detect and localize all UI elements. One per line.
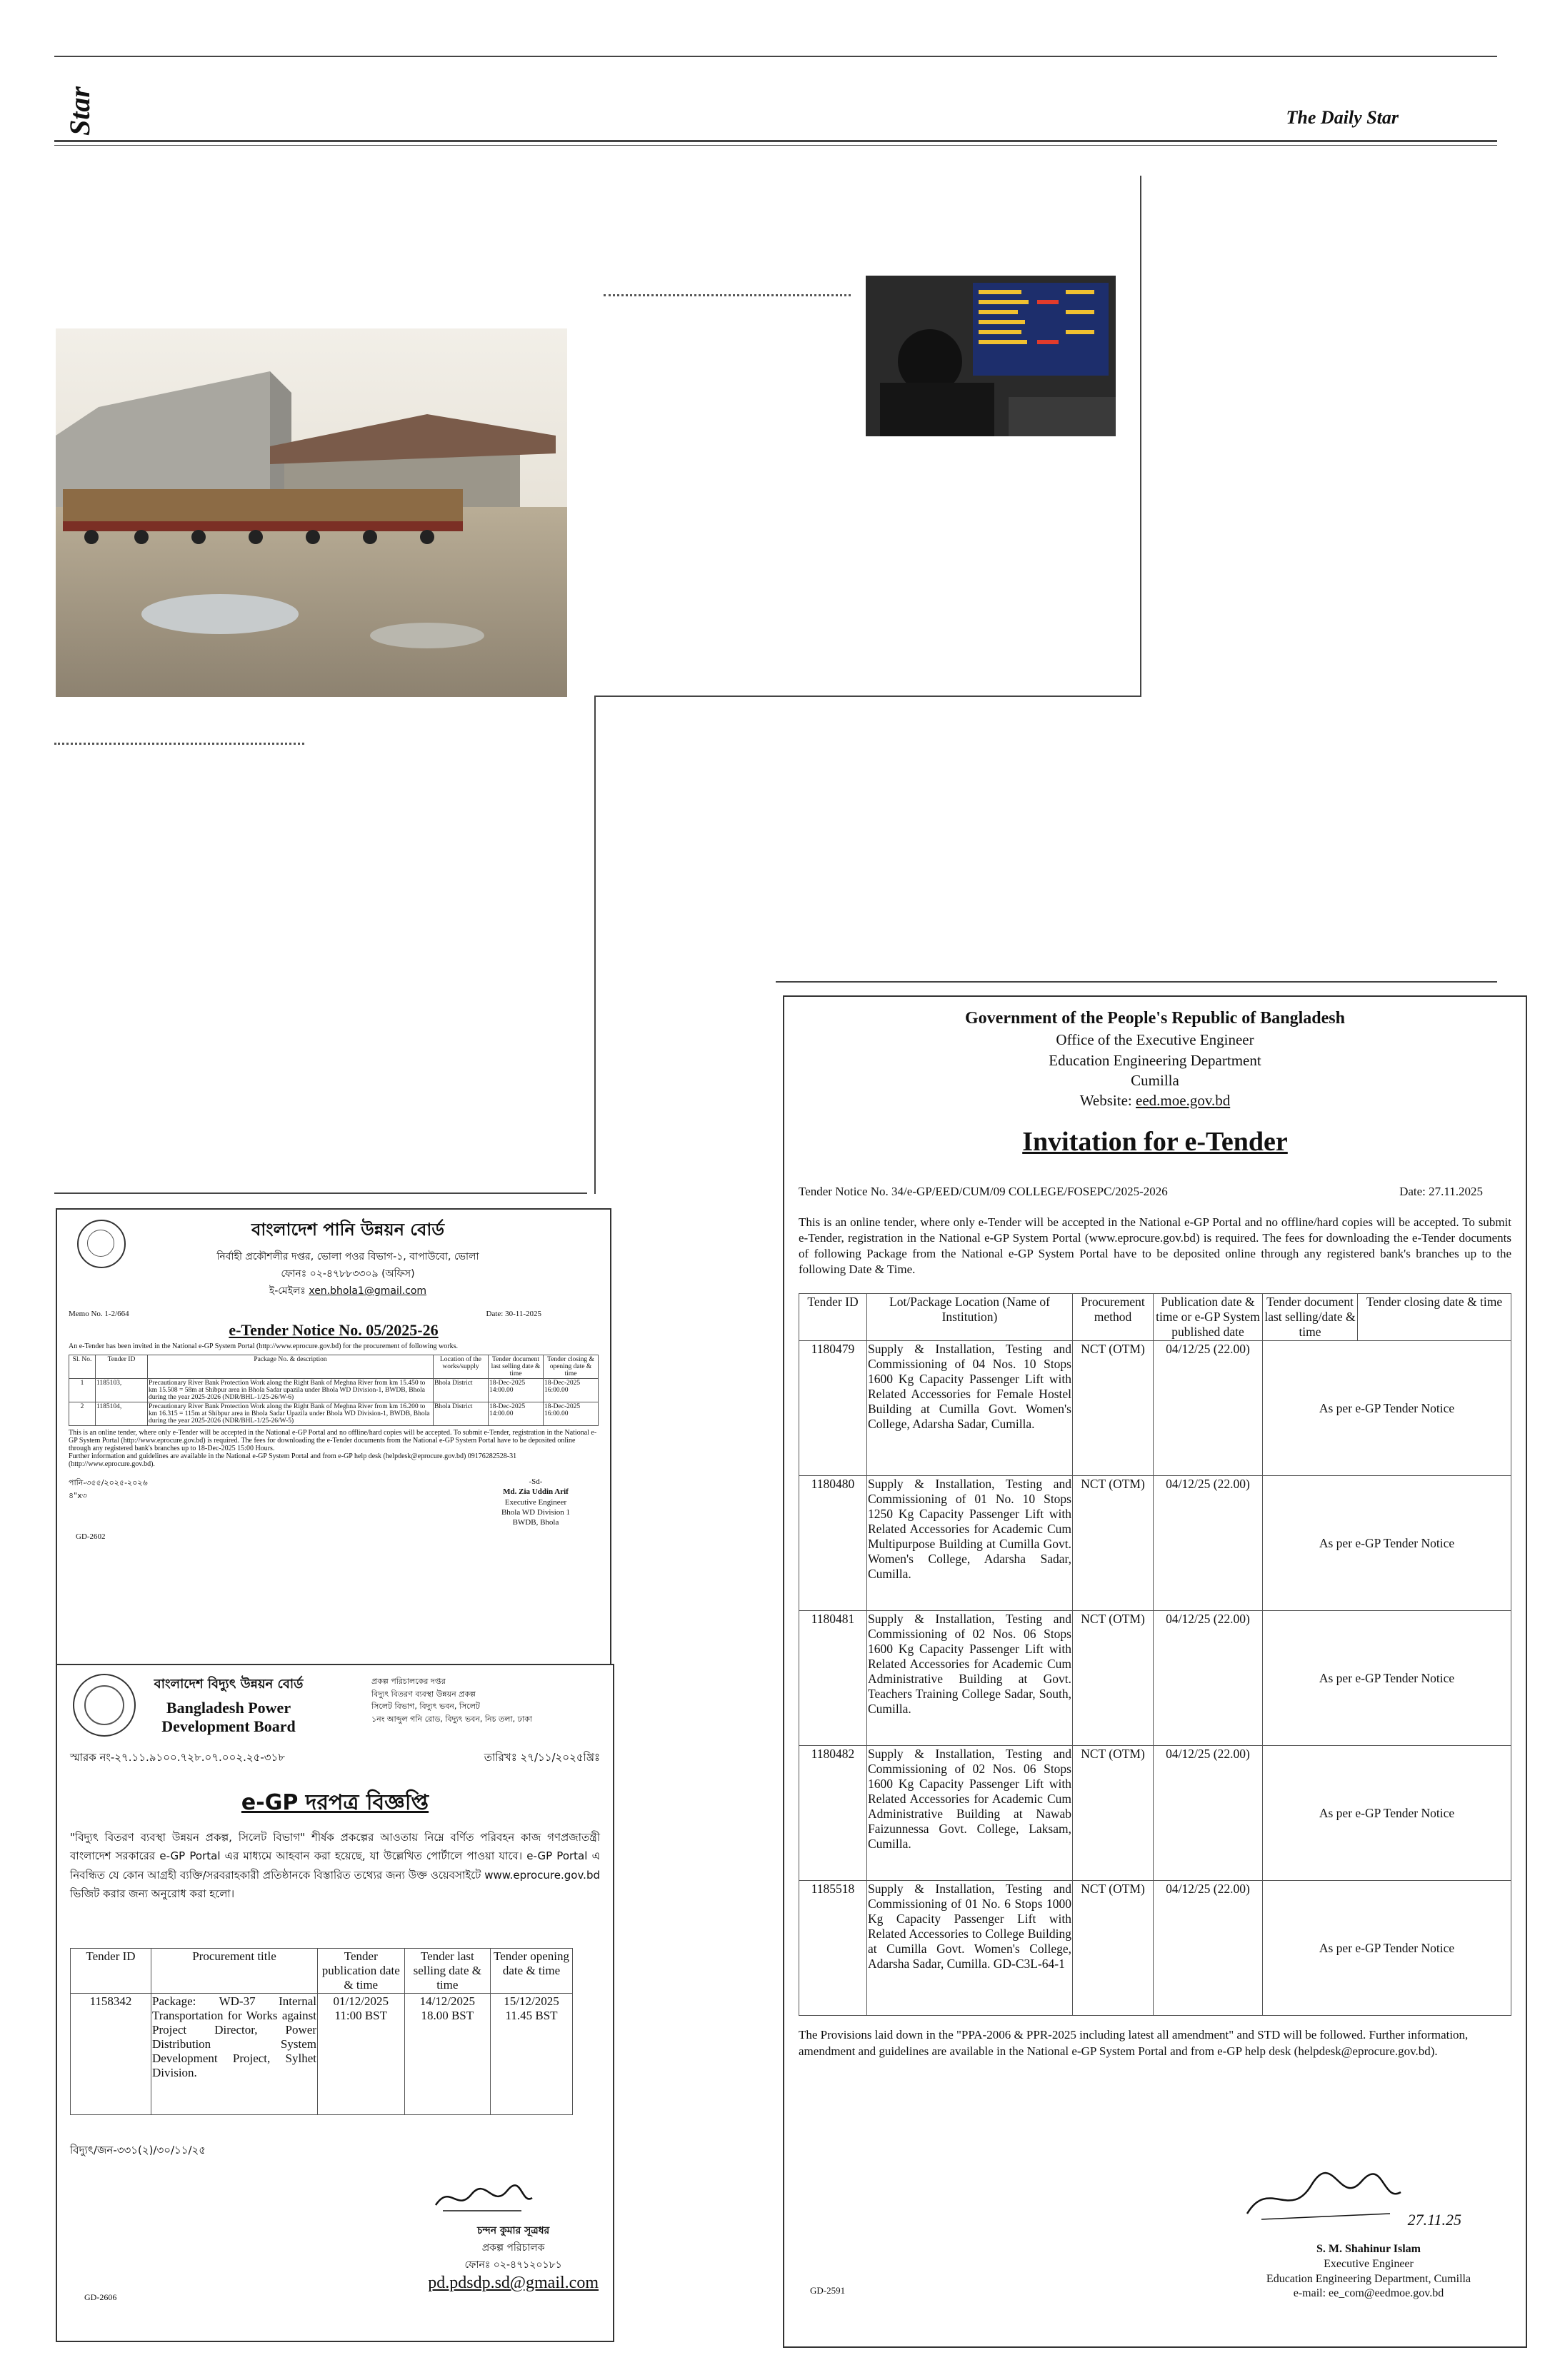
cell: 1180481 (799, 1611, 867, 1746)
eed-footer-note: The Provisions laid down in the "PPA-2006 & PPR-2025 including latest all amendment" and STD will be followed. Further information, amendment and guidelines are available in the National e-GP System Portal and from e-GP help desk (helpdesk@eprocure.gov.bd). (799, 2028, 1469, 2058)
bpdb-sig-title: প্রকল্প পরিচালক (481, 2242, 545, 2254)
cell: 14/12/2025 18.00 BST (404, 1994, 491, 2115)
feature-frame-right (1140, 176, 1141, 696)
cell: 18-Dec-2025 14:00.00 (489, 1402, 544, 1426)
bpdb-memo: স্মারক নং-২৭.১১.৯১০০.৭২৮.০৭.০০২.২৫-৩১৮ (70, 1751, 285, 1764)
eed-gd-number: GD-2591 (810, 2285, 846, 2296)
cell: NCT (OTM) (1073, 1611, 1154, 1746)
table-row (799, 1746, 1511, 1881)
cell: Precautionary River Bank Protection Work along the Right Bank of Meghna River from km 15.450 to km 15.508 = 58m at Shibpur area in Bhola Sadar upazila under Bhola WD Division-1, BWDB, Bhola during the year 2025-2026 (NDR/BHL-1/25-26/W-6) (148, 1379, 434, 1402)
cell: Bhola District (434, 1379, 489, 1402)
table-row (799, 1476, 1511, 1611)
column-separator-left (54, 743, 304, 745)
table-row (71, 1994, 573, 2115)
bwdb-intro: An e-Tender has been invited in the National e-GP System Portal (http://www.eprocure.gov.bd) for the procurement of following works. (69, 1342, 458, 1350)
cell: NCT (OTM) (1073, 1476, 1154, 1611)
cell: Supply & Installation, Testing and Commissioning of 02 Nos. 06 Stops 1600 Kg Capacity Passenger Lift with Related Accessories for Academic Cum Administrative Building at Govt. Teachers Training College Sadar, South, Cumilla. (867, 1611, 1073, 1746)
bwdb-sig-office: Bhola WD Division 1 (501, 1507, 570, 1517)
cell: 04/12/25 (22.00) (1154, 1476, 1263, 1611)
eed-signature (1240, 2164, 1404, 2228)
bwdb-logo (77, 1220, 126, 1268)
bwdb-sig-sd: -Sd- (529, 1477, 543, 1486)
bpdb-tender-ad (56, 1664, 614, 2342)
cell: As per e-GP Tender Notice (1263, 1341, 1511, 1476)
bwdb-note: This is an online tender, where only e-Tender will be accepted in the National e-GP Portal and no offline/hard copies will be accepted. To submit e-Tender, registration in the National e-GP System Portal (http://www.eprocure.gov.bd) is required. The fees for downloading the e-Tender documents from the National e-GP System Portal have to be deposited online through any registered bank's branches up to 18-Dec-2025 15:00 Hours. (69, 1429, 597, 1452)
eed-sig-email: e-mail: ee_com@eedmoe.gov.bd (1293, 2287, 1444, 2300)
bwdb-ref-size: ৪"x৩ (69, 1491, 87, 1500)
bpdb-date: তারিখঃ ২৭/১১/২০২৫খ্রিঃ (484, 1751, 600, 1764)
bwdb-col-closing: Tender closing & opening date & time (544, 1355, 599, 1379)
bwdb-col-sl: Sl. No. (69, 1355, 96, 1379)
flight-board-photo (866, 276, 1116, 436)
bpdb-col-title: Procurement title (151, 1949, 318, 1994)
table-row (69, 1402, 599, 1426)
cell: 15/12/2025 11.45 BST (491, 1994, 573, 2115)
bpdb-gd-number: GD-2606 (84, 2292, 117, 2302)
cell: 18-Dec-2025 16:00.00 (544, 1402, 599, 1426)
table-row (799, 1341, 1511, 1476)
cell: Precautionary River Bank Protection Work along the Right Bank of Meghna River from km 16.200 to km 16.315 = 115m at Shibpur area in Bhola Sadar Upazila under Bhola WD Division-1, BWDB, Bhola during the year 2025-2026 (NDR/BHL-1/25-26/W-5) (148, 1402, 434, 1426)
sugar-mill-photo (56, 328, 567, 697)
table-row (799, 1881, 1511, 2016)
eed-gov: Government of the People's Republic of Bangladesh (965, 1009, 1345, 1028)
eed-office: Office of the Executive Engineer (1056, 1031, 1254, 1049)
bwdb-sig-name: Md. Zia Uddin Arif (503, 1487, 569, 1497)
cell: Supply & Installation, Testing and Commissioning of 04 Nos. 10 Stops 1600 Kg Capacity Passenger Lift with Related Accessories for Female Hostel Building at Cumilla Govt. Women's College, Adarsha Sadar, Cumilla. (867, 1341, 1073, 1476)
cell: Package: WD-37 Internal Transportation for Works against Project Director, Power Distribution System Development Project, Sylhet Division. (151, 1994, 318, 2115)
eed-col-id: Tender ID (799, 1294, 867, 1341)
bpdb-office-4: ১নং আব্দুল গনি রোড, বিদ্যুৎ ভবন, নিচ তলা, ঢাকা (371, 1714, 532, 1724)
bwdb-email-label: ই-মেইলঃ (269, 1285, 306, 1297)
eed-intro: This is an online tender, where only e-Tender will be accepted in the National e-GP Portal and no offline/hard copies will be accepted. To submit e-Tender, registration in the National e-GP System Portal (www.eprocure.gov.bd) is required. The fees for downloading the e-Tender documents of following Package from the National e-GP System Portal have to be deposited online through any registered bank's branches up to the following Date & Time. (799, 1215, 1511, 1277)
cell: 1180482 (799, 1746, 867, 1881)
eed-sig-date: 27.11.25 (1407, 2211, 1461, 2229)
bwdb-col-selling: Tender document last selling date & time (489, 1355, 544, 1379)
cell: 1185103, (96, 1379, 148, 1402)
cell: NCT (OTM) (1073, 1746, 1154, 1881)
cell: NCT (OTM) (1073, 1881, 1154, 2016)
bwdb-sig-title: Executive Engineer (504, 1497, 567, 1507)
eed-dept: Education Engineering Department (1049, 1051, 1261, 1069)
bwdb-tender-ad (56, 1208, 611, 1668)
bwdb-phone: ফোনঃ ০২-৪৭৮৮৩৩০৯ (অফিস) (281, 1268, 415, 1280)
bpdb-logo (73, 1674, 136, 1737)
bwdb-col-location: Location of the works/supply (434, 1355, 489, 1379)
bwdb-org-name: বাংলাদেশ পানি উন্নয়ন বোর্ড (251, 1220, 445, 1240)
bpdb-col-open: Tender opening date & time (491, 1949, 573, 1994)
bwdb-col-package: Package No. & description (148, 1355, 434, 1379)
bpdb-org-bn: বাংলাদেশ বিদ্যুৎ উন্নয়ন বোর্ড (154, 1677, 304, 1692)
cell: 04/12/25 (22.00) (1154, 1341, 1263, 1476)
eed-website-link[interactable]: eed.moe.gov.bd (1136, 1092, 1231, 1110)
cell: 18-Dec-2025 16:00.00 (544, 1379, 599, 1402)
eed-tender-ad (783, 995, 1527, 2348)
cell: Supply & Installation, Testing and Commissioning of 01 No. 6 Stops 1000 Kg Capacity Passenger Lift with Related Accessories to College Building at Cumilla Govt. Women's College, Adarsha Sadar, Cumilla. GD-C3L-64-1 (867, 1881, 1073, 2016)
eed-sig-title: Executive Engineer (1324, 2257, 1414, 2270)
eed-website-label: Website: (1079, 1092, 1132, 1110)
right-column-top-rule (776, 981, 1497, 983)
cell: 1158342 (71, 1994, 151, 2115)
bwdb-office: নির্বাহী প্রকৌশলীর দপ্তর, ভোলা পওর বিভাগ-১, বাপাউবো, ভোলা (216, 1251, 479, 1262)
bpdb-col-sell: Tender last selling date & time (404, 1949, 491, 1994)
table-row (69, 1379, 599, 1402)
left-column-bottom-rule (54, 1192, 587, 1194)
cell: 1185104, (96, 1402, 148, 1426)
bwdb-gd-number: GD-2602 (76, 1532, 106, 1541)
bpdb-sig-name: চন্দন কুমার সূত্রধর (476, 2225, 550, 2236)
masthead-paper-name: The Daily Star (1286, 107, 1399, 128)
bpdb-col-id: Tender ID (71, 1949, 151, 1994)
cell: 04/12/25 (22.00) (1154, 1746, 1263, 1881)
bpdb-col-pub: Tender publication date & time (318, 1949, 405, 1994)
bwdb-tender-table (69, 1355, 599, 1426)
bpdb-email[interactable]: pd.pdsdp.sd@gmail.com (428, 2274, 599, 2292)
bwdb-memo: Memo No. 1-2/664 (69, 1310, 129, 1318)
cell: NCT (OTM) (1073, 1341, 1154, 1476)
eed-sig-name: S. M. Shahinur Islam (1316, 2243, 1421, 2255)
cell: Supply & Installation, Testing and Commissioning of 02 Nos. 06 Stops 1600 Kg Capacity Passenger Lift with Related Accessories for Academic Cum Administrative Building at Nawab Faizunnessa Govt. College, Laksam, Cumilla. (867, 1746, 1073, 1881)
cell: 01/12/2025 11:00 BST (318, 1994, 405, 2115)
bwdb-email[interactable]: xen.bhola1@gmail.com (309, 1285, 427, 1297)
cell: Supply & Installation, Testing and Commissioning of 01 No. 10 Stops 1250 Kg Capacity Passenger Lift with Related Accessories for Academic Cum Multipurpose Building at Cumilla Govt. Women's College, Adarsha Sadar, Cumilla. (867, 1476, 1073, 1611)
bpdb-office-2: বিদ্যুৎ বিতরণ ব্যবস্থা উন্নয়ন প্রকল্প (371, 1689, 476, 1699)
eed-sig-dept: Education Engineering Department, Cumilla (1266, 2272, 1471, 2285)
bwdb-title: e-Tender Notice No. 05/2025-26 (229, 1321, 439, 1339)
cell: 04/12/25 (22.00) (1154, 1611, 1263, 1746)
bwdb-ref: পানি-৩৫৫/২০২৫-২০২৬ (69, 1478, 148, 1487)
bpdb-org-en: Bangladesh Power Development Board (161, 1699, 296, 1736)
cell: As per e-GP Tender Notice (1263, 1746, 1511, 1881)
cell: 18-Dec-2025 14:00.00 (489, 1379, 544, 1402)
cell: 2 (69, 1402, 96, 1426)
cell: 04/12/25 (22.00) (1154, 1881, 1263, 2016)
bpdb-office-1: প্রকল্প পরিচালকের দপ্তর (371, 1677, 446, 1686)
bpdb-tender-table (70, 1948, 573, 2115)
bpdb-title: e-GP দরপত্র বিজ্ঞপ্তি (241, 1790, 429, 1815)
bpdb-body: "বিদ্যুৎ বিতরণ ব্যবস্থা উন্নয়ন প্রকল্প, সিলেট বিভাগ" শীর্ষক প্রকল্পের আওতায় নিম্নে বর্ণিত পরিবহন কাজ গণপ্রজাতন্ত্রী বাংলাদেশ সরকারের e-GP Portal এর মাধ্যমে আহবান করা হয়েছে, যা উল্লেখিত পোর্টালে পাওয়া যাবে। e-GP Portal এ নিবন্ধিত যে কোন আগ্রহী ব্যক্তি/সরবরাহকারী প্রতিষ্ঠানকে বিস্তারিত তথ্যের জন্য উক্ত ওয়েবসাইটে www.eprocure.gov.bd ভিজিট করার জন্য অনুরোধ করা হলো। (70, 1831, 600, 1900)
masthead-bottom-rule (54, 140, 1497, 142)
cell: 1180480 (799, 1476, 867, 1611)
eed-title: Invitation for e-Tender (1022, 1126, 1288, 1157)
eed-date: Date: 27.11.2025 (1399, 1185, 1483, 1199)
bpdb-phone: ফোনঃ ০২-৪৭১২০১৮১ (464, 2259, 562, 2271)
eed-col-closing: Tender closing date & time (1358, 1294, 1511, 1341)
bpdb-signature (429, 2176, 536, 2219)
cell: As per e-GP Tender Notice (1263, 1611, 1511, 1746)
bpdb-office-3: সিলেট বিভাগ, বিদ্যুৎ ভবন, সিলেট (371, 1702, 480, 1712)
cell: Bhola District (434, 1402, 489, 1426)
table-row (799, 1611, 1511, 1746)
eed-col-pub: Publication date & time or e-GP System published date (1154, 1294, 1263, 1341)
column-separator-mid (604, 294, 851, 296)
cell: 1185518 (799, 1881, 867, 2016)
bwdb-date: Date: 30-11-2025 (486, 1310, 541, 1318)
cell: As per e-GP Tender Notice (1263, 1881, 1511, 2016)
eed-notice-no: Tender Notice No. 34/e-GP/EED/CUM/09 COLLEGE/FOSEPC/2025-2026 (799, 1185, 1168, 1199)
bwdb-col-id: Tender ID (96, 1355, 148, 1379)
eed-col-selling: Tender document last selling/date & time (1263, 1294, 1358, 1341)
bwdb-note-2: Further information and guidelines are available in the National e-GP System Portal and from e-GP help desk (helpdesk@eprocure.gov.bd) 09176282528-31 (http://www.eprocure.gov.bd). (69, 1452, 517, 1468)
cell: 1180479 (799, 1341, 867, 1476)
cell: 1 (69, 1379, 96, 1402)
eed-col-method: Procurement method (1073, 1294, 1154, 1341)
masthead-bottom-rule-2 (54, 145, 1497, 146)
masthead-top-rule (54, 56, 1497, 57)
eed-col-package: Lot/Package Location (Name of Institution) (867, 1294, 1073, 1341)
feature-frame-left (594, 696, 596, 1194)
eed-city: Cumilla (1131, 1072, 1179, 1090)
cell: As per e-GP Tender Notice (1263, 1476, 1511, 1611)
bwdb-sig-place: BWDB, Bhola (512, 1518, 559, 1527)
bpdb-ref: বিদ্যুৎ/জন-৩৩১(২)/৩০/১১/২৫ (70, 2144, 206, 2156)
feature-frame-bottom (594, 696, 1141, 697)
eed-tender-table (799, 1293, 1511, 2016)
masthead-logo: Star (64, 86, 96, 136)
